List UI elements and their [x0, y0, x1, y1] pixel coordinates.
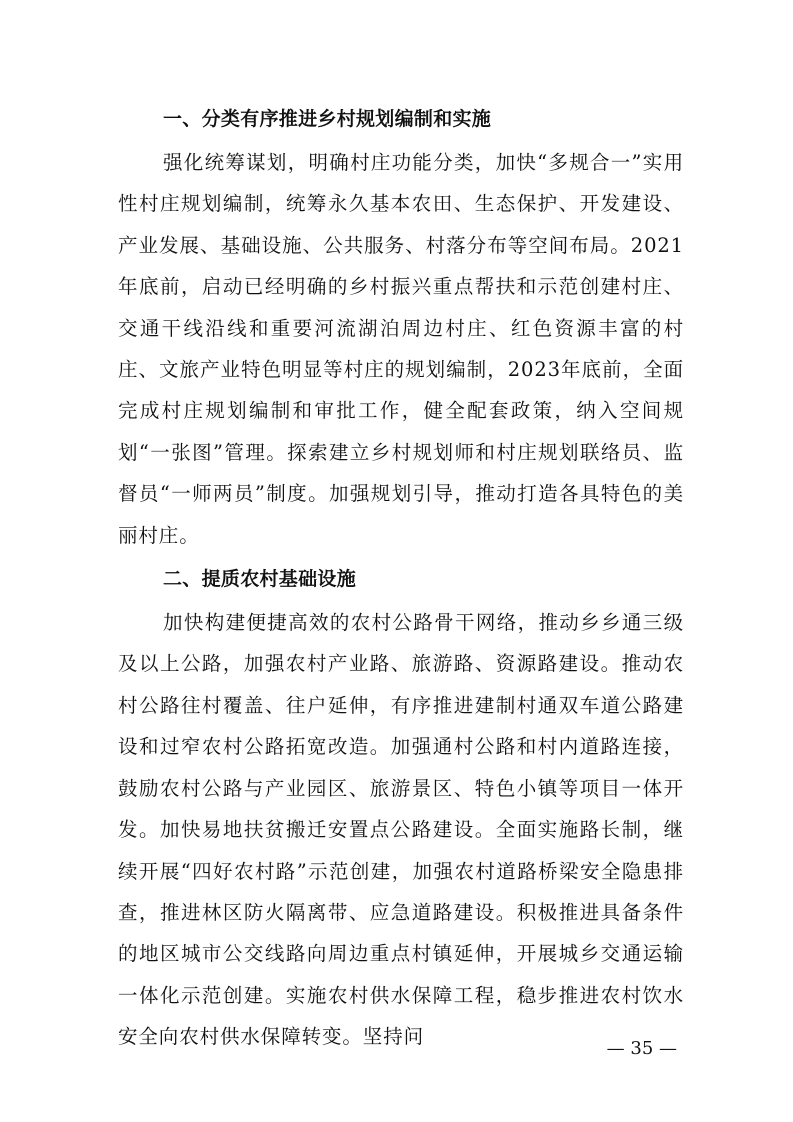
section-body-1: 强化统筹谋划，明确村庄功能分类，加快“多规合一”实用性村庄规划编制，统筹永久基本农田、生态保护、开发建设、产业发展、基础设施、公共服务、村落分布等空间布局。2021年底前，启动已经明确的乡村振兴重点帮扶和示范创建村庄、交通干线沿线和重要河流湖泊周边村庄、红色资源丰富的村庄、文旅产业特色明显等村庄的规划编制，2023年底前，全面完成村庄规划编制和审批工作，健全配套政策，纳入空间规划“一张图”管理。探索建立乡村规划师和村庄规划联络员、监督员“一师两员”制度。加强规划引导，推动打造各具特色的美丽村庄。 — [118, 151, 684, 547]
section-heading-1: 一、分类有序推进乡村规划编制和实施 — [163, 108, 492, 130]
page-content — [118, 96, 684, 1058]
section-heading-2: 二、提质农村基础设施 — [163, 568, 357, 591]
page-number: — 35 — — [606, 1038, 677, 1059]
section-body-2: 加快构建便捷高效的农村公路骨干网络，推动乡乡通三级及以上公路，加强农村产业路、旅游路、资源路建设。推动农村公路往村覆盖、往户延伸，有序推进建制村通双车道公路建设和过窄农村公路拓宽改造。加强通村公路和村内道路连接，鼓励农村公路与产业园区、旅游景区、特色小镇等项目一体开发。加快易地扶贫搬迁安置点公路建设。全面实施路长制，继续开展“四好农村路”示范创建，加强农村道路桥梁安全隐患排查，推进林区防火隔离带、应急道路建设。积极推进具备条件的地区城市公交线路向周边重点村镇延伸，开展城乡交通运输一体化示范创建。实施农村供水保障工程，稳步推进农村饮水安全向农村供水保障转变。坚持问 — [118, 611, 684, 1049]
